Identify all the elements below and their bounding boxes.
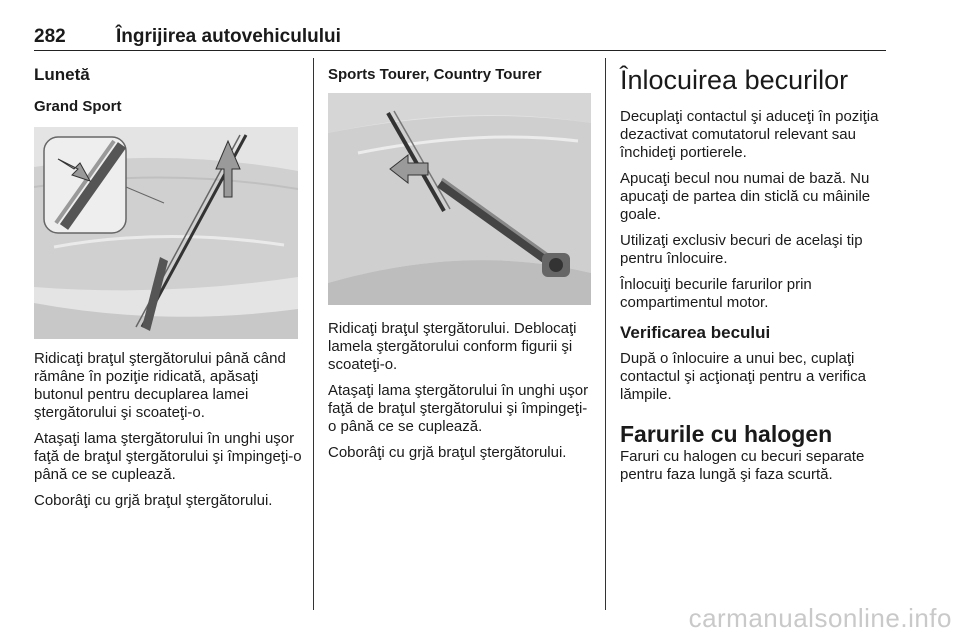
column-1 — [34, 66, 302, 116]
paragraph: Înlocuiţi becurile farurilor prin compartimentul motor. — [620, 276, 812, 311]
paragraph: Decuplaţi contactul şi aduceţi în poziţia dezactivat comutatorul relevant sau închideţi portierele. — [620, 108, 879, 161]
paragraph: Utilizaţi exclusiv becuri de acelaşi tip pentru înlocuire. — [620, 232, 863, 267]
subheading-grand-sport: Grand Sport — [34, 98, 122, 115]
section-heading-halogen-headlights: Farurile cu halogen — [620, 421, 833, 447]
running-title: Îngrijirea autovehiculului — [116, 26, 341, 47]
column-2 — [328, 66, 598, 84]
figure-sports-tourer-wiper — [328, 93, 591, 305]
paragraph: Apucaţi becul nou numai de bază. Nu apucaţi de partea din sticlă cu mâinile goale. — [620, 170, 871, 223]
column-3 — [620, 64, 888, 492]
paragraph: Ridicaţi braţul ştergătorului. Deblocaţi lamela ştergătorului conform figurii şi scoateţi-o. — [328, 320, 577, 373]
column-divider-1 — [313, 58, 314, 610]
subheading-sports-tourer: Sports Tourer, Country Tourer — [328, 66, 542, 83]
paragraph: Coborâţi cu grjă braţul ştergătorului. — [34, 492, 273, 509]
column-1-text — [34, 350, 304, 518]
section-heading-bulb-replacement: Înlocuirea becurilor — [620, 65, 849, 95]
wiper-illustration-2 — [328, 93, 591, 305]
column-2-text — [328, 320, 594, 470]
paragraph: Faruri cu halogen cu becuri separate pentru faza lungă şi faza scurtă. — [620, 448, 865, 483]
paragraph: Coborâţi cu grjă braţul ştergătorului. — [328, 444, 567, 461]
page-header — [34, 24, 886, 51]
paragraph: Ataşaţi lama ştergătorului în unghi uşor faţă de braţul ştergătorului şi împingeţi-o până ce se cuplează. — [34, 430, 302, 483]
paragraph: Ataşaţi lama ştergătorului în unghi uşor faţă de braţul ştergătorului şi împingeţi-o până ce se cuplează. — [328, 382, 589, 435]
paragraph: Ridicaţi braţul ştergătorului până când rămâne în poziţie ridicată, apăsaţi butonul pentru decuplarea lamei ştergătorului şi scoateţi-o. — [34, 350, 286, 421]
figure-grand-sport-wiper — [34, 127, 298, 339]
subheading-bulb-check: Verificarea becului — [620, 323, 771, 342]
paragraph: După o înlocuire a unui bec, cuplaţi contactul şi acţionaţi pentru a verifica lămpile. — [620, 350, 866, 403]
column-divider-2 — [605, 58, 606, 610]
watermark: carmanualsonline.info — [688, 603, 952, 633]
page-number: 282 — [34, 26, 66, 47]
wiper-illustration-1 — [34, 127, 298, 339]
section-heading-rear-window: Lunetă — [34, 65, 90, 84]
